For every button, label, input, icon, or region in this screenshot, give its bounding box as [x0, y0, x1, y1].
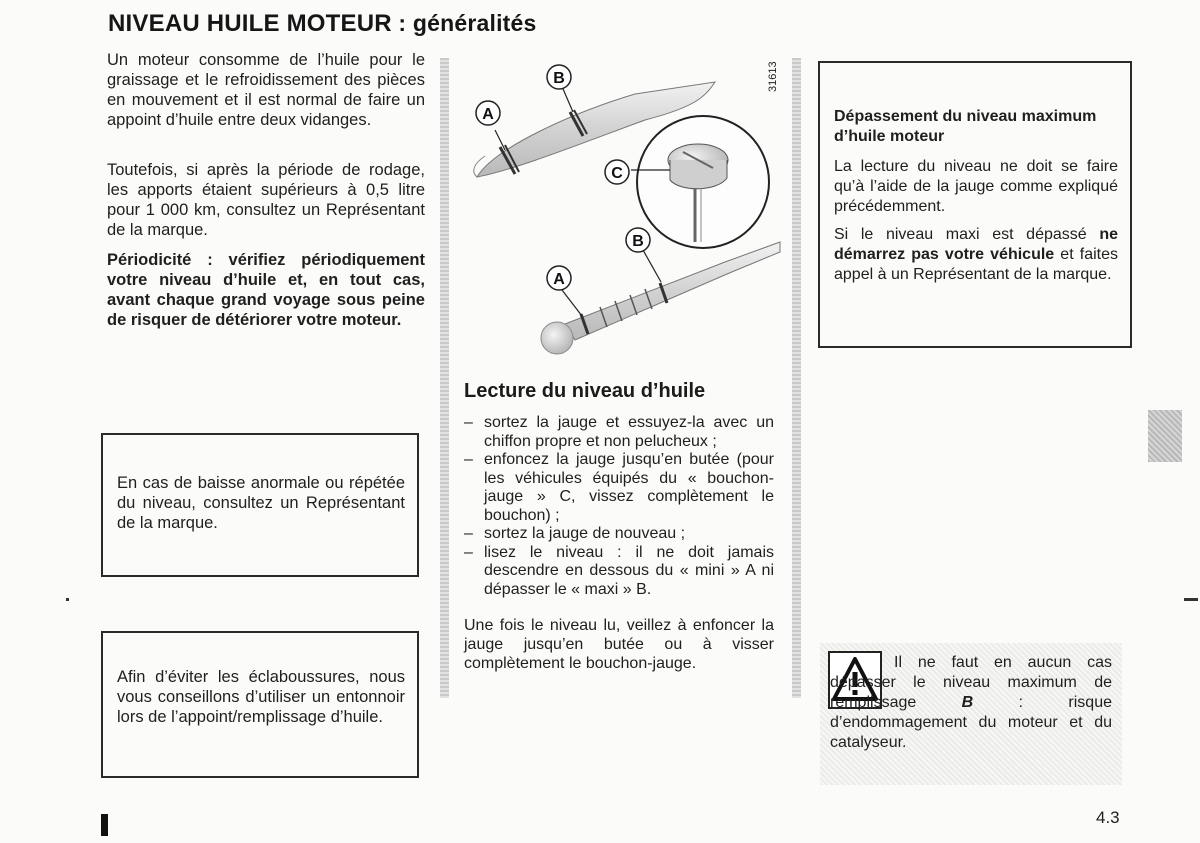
step-item: – sortez la jauge de nouveau ; — [464, 525, 774, 544]
page-title — [108, 10, 537, 38]
intro-paragraph: Un moteur consomme de l’huile pour le graissage et le refroidissement des pièces en mouvement et il est normal de faire un appoint d’huile entre deux vidanges. — [107, 51, 425, 129]
overfill-box-title: Dépassement du niveau maximum d’huile moteur — [834, 108, 1097, 145]
warning-text-pre: Il ne faut en aucun cas dépasser le niveau maximum de remplissage — [830, 654, 1112, 711]
overfill-info-box — [818, 61, 1132, 348]
margin-bar — [101, 814, 108, 836]
lower-dipstick — [541, 242, 780, 354]
overfill-box-p1: La lecture du niveau ne doit se faire qu’à l’aide de la jauge comme expliqué précédemment. — [834, 158, 1118, 215]
overfill-p2-post: et faites appel à un Représentant de la marque. — [834, 246, 1118, 283]
overfill-p2-pre: Si le niveau maxi est dépassé — [834, 226, 1100, 243]
figure-ref-number: 31613 — [767, 61, 779, 92]
label-c — [605, 160, 629, 184]
label-b-lower-text: B — [632, 233, 644, 250]
warning-text-post: : risque d’endommagement du moteur et du catalyseur. — [830, 694, 1112, 751]
label-a-lower-text: A — [553, 271, 565, 288]
label-b-upper — [547, 65, 571, 89]
rodage-paragraph: Toutefois, si après la période de rodage, les apports étaient supérieurs à 0,5 litre pour 1 000 km, consultez un Représentant de la marque. — [107, 161, 425, 239]
section-heading: Lecture du niveau d’huile — [464, 380, 706, 402]
dipstick-figure — [455, 52, 790, 362]
warning-text-bold: B — [961, 694, 974, 711]
warning-text — [830, 653, 1112, 753]
dipstick-illustration — [455, 52, 790, 362]
overfill-p2-bold: ne démarrez pas votre véhicule — [834, 226, 1118, 263]
label-a-lower — [547, 266, 571, 290]
section-tab-marker — [1148, 410, 1182, 462]
label-b-lower — [626, 228, 650, 252]
edge-dash — [1184, 598, 1198, 601]
label-a-upper — [476, 101, 500, 125]
step-item: – sortez la jauge et essuyez-la avec un chiffon propre et non pelucheux ; — [464, 414, 774, 451]
note-level-drop-text: En cas de baisse anormale ou répétée du niveau, consultez un Représentant de la marque. — [117, 474, 405, 532]
step-item: – lisez le niveau : il ne doit jamais descendre en dessous du « mini » A ni dépasser le « maxi » B. — [464, 544, 774, 600]
label-a-upper-text: A — [482, 106, 494, 123]
label-c-text: C — [611, 165, 623, 182]
label-b-upper-text: B — [553, 70, 565, 87]
closing-paragraph: Une fois le niveau lu, veillez à enfoncer la jauge jusqu’en butée ou à visser complètement le bouchon-jauge. — [464, 617, 774, 672]
periodicity-paragraph: Périodicité : vérifiez périodiquement votre niveau d’huile et, en tout cas, avant chaque grand voyage sous peine de risquer de détériorer votre moteur. — [107, 251, 425, 329]
note-funnel-text: Afin d’éviter les éclaboussures, nous vous conseillons d’utiliser un entonnoir lors de l’appoint/remplissage d’huile. — [117, 668, 405, 726]
column-separator-right — [792, 58, 801, 698]
note-box-level-drop — [101, 433, 419, 577]
title-separator: : — [391, 10, 413, 36]
overfill-box-p2 — [834, 225, 1118, 285]
page-number: 4.3 — [1096, 808, 1120, 827]
column-separator-left — [440, 58, 449, 698]
step-item: – enfoncez la jauge jusqu’en butée (pour les véhicules équipés du « bouchon-jauge » C, vissez complètement le bouchon) ; — [464, 451, 774, 525]
cap-detail — [631, 116, 769, 248]
margin-dot — [66, 598, 69, 601]
title-main: NIVEAU HUILE MOTEUR — [108, 10, 392, 37]
warning-box — [820, 643, 1122, 785]
title-suffix: généralités — [412, 10, 537, 36]
steps-list — [464, 414, 774, 599]
note-box-funnel — [101, 631, 419, 778]
